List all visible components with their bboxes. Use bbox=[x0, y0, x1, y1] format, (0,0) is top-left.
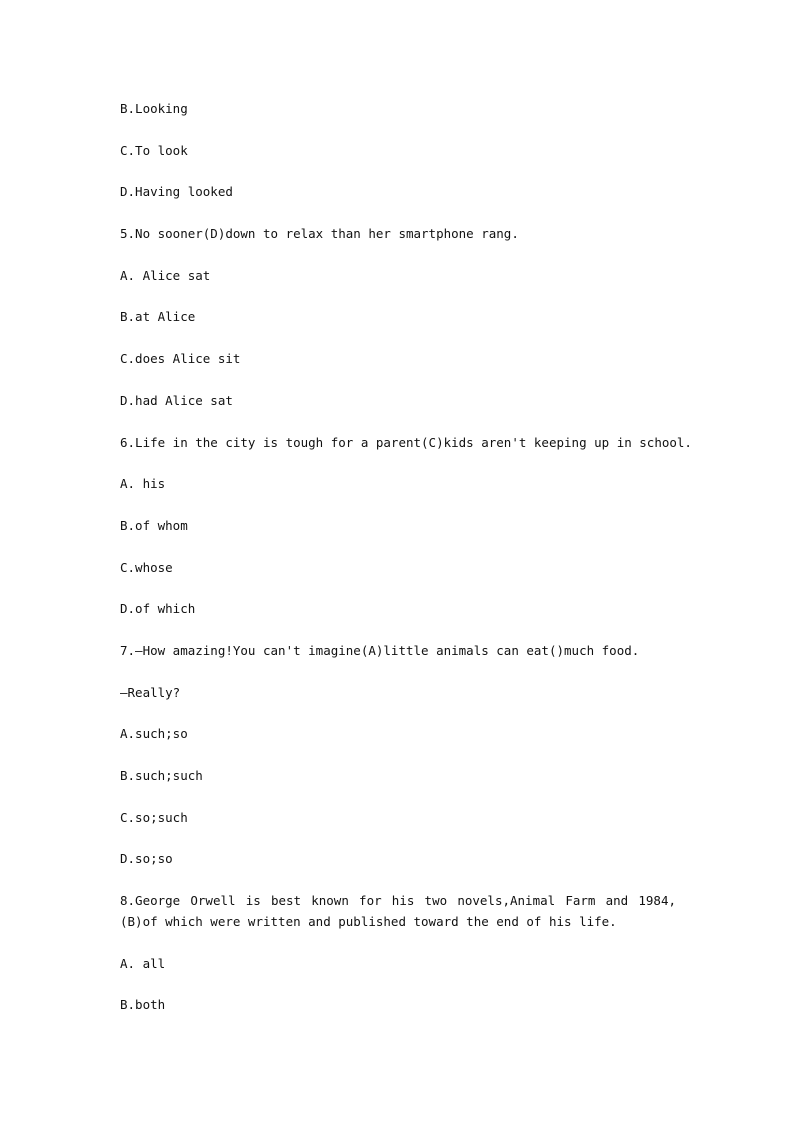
option-6d: D.of which bbox=[120, 601, 196, 617]
option-8b: B.both bbox=[120, 997, 166, 1013]
option-4d: D.Having looked bbox=[120, 184, 233, 200]
option-4b: B.Looking bbox=[120, 101, 188, 116]
option-5a: A. Alice sat bbox=[120, 267, 211, 283]
option-5d: D.had Alice sat bbox=[120, 392, 233, 408]
option-4c: C.To look bbox=[120, 142, 188, 158]
option-7d: D.so;so bbox=[120, 851, 173, 867]
option-6b: B.of whom bbox=[120, 517, 188, 533]
question-7-reply: —Really? bbox=[120, 684, 181, 700]
option-5b: B.at Alice bbox=[120, 309, 196, 325]
option-7a: A.such;so bbox=[120, 726, 188, 742]
question-7: 7.—How amazing!You can't imagine(A)little animals can eat()much food. bbox=[120, 642, 640, 658]
option-8a: A. all bbox=[120, 955, 166, 971]
option-7c: C.so;such bbox=[120, 809, 188, 825]
option-6a: A. his bbox=[120, 476, 166, 492]
option-5c: C.does Alice sit bbox=[120, 351, 241, 367]
option-6c: C.whose bbox=[120, 559, 173, 575]
option-7b: B.such;such bbox=[120, 768, 203, 783]
question-6: 6.Life in the city is tough for a parent(C)kids aren't keeping up in school. bbox=[120, 434, 692, 450]
question-8: 8.George Orwell is best known for his two novels,Animal Farm and 1984,(B)of which were written and published toward the end of his life. bbox=[120, 893, 676, 930]
question-5: 5.No sooner(D)down to relax than her smartphone rang. bbox=[120, 226, 519, 242]
document-body bbox=[120, 98, 692, 1036]
